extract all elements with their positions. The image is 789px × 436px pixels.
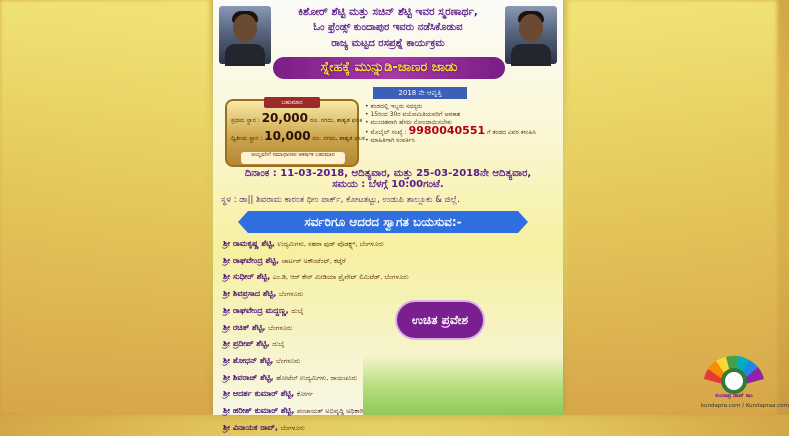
event-banner: ಸ್ನೇಹಕ್ಕೆ ಮುನ್ನುಡಿ-ಜಾಣರ ಜಾಡು [273, 57, 505, 79]
edition-tag: 2018 ನೇ ಆವೃತ್ತಿ [373, 87, 467, 99]
prize-row-second: ದ್ವಿತೀಯ ಸ್ಥಾನ : 10,000 ರೂ. ನಗದು, ಶಾಶ್ವತ ಫಲಕ [231, 129, 365, 143]
guest-row: ಶ್ರೀ ರಾಘವೇಂದ್ರ ಮದ್ದಣ್ಣ, ದುಬೈ [223, 305, 304, 315]
guest-row: ಶ್ರೀ ಶಿವರಾಜ್ ಶೆಟ್ಟಿ, ಹೋಟೆಲ್ ಉದ್ಯಮಿಗಳು, ರಾಯಚೂರು [223, 372, 358, 382]
guest-row: ಶ್ರೀ ವಿನಾಯಕ ರಾವ್, ಬೆಂಗಳೂರು [223, 422, 305, 432]
kundapra-logo [701, 341, 789, 413]
rule-item-phone: • ಮೊಬೈಲ್ ಸಂಖ್ಯೆ : 9980040551 ಗೆ ತಂಡದ ವಿವರ ಕಳುಹಿಸಿ [365, 124, 536, 137]
rules-list [365, 103, 555, 145]
event-venue: ಸ್ಥಳ : ಡಾ|| ಶಿವರಾಮ ಕಾರಂತ ಥೀಂ ಪಾರ್ಕ್, ಕೋಟತಟ್ಟು, ಉಡುಪಿ ತಾಲ್ಲೂಕು & ಜಿಲ್ಲೆ. [221, 195, 460, 205]
prize-row-first: ಪ್ರಥಮ ಸ್ಥಾನ : 20,000 ರೂ. ನಗದು, ಶಾಶ್ವತ ಫಲಕ [231, 111, 363, 125]
date-time-block [213, 168, 563, 190]
logo-label: ಕುಂದಾಪ್ರ ಡಾಟ್ ಕಾಂ [715, 393, 753, 399]
guest-row: ಶ್ರೀ ರಚಿತ್ ಶೆಟ್ಟಿ, ಬೆಂಗಳೂರು [223, 322, 293, 332]
guest-row: ಶ್ರೀ ಸುಧೀರ್ ಶೆಟ್ಟಿ, ಎಂ.ಡಿ, ಆರ್ ಕೇರ್ ಮೀಡಿಯಾ ಪ್ರೈವೇಟ್ ಲಿಮಿಟೆಡ್, ಬೆಂಗಳೂರು [223, 272, 409, 282]
title-line-1: ಕಿಶೋರ್ ಶೆಟ್ಟಿ ಮತ್ತು ಸಚಿನ್ ಶೆಟ್ಟಿ ಇವರ ಸ್ಮರಣಾರ್ಥ, [298, 6, 478, 18]
prize-box [225, 99, 365, 167]
welcome-banner: ಸರ್ವರಿಗೂ ಆದರದ ಸ್ವಾಗತ ಬಯಸುವ:- [248, 211, 518, 233]
guest-row: ಶ್ರೀ ರಾಮಕೃಷ್ಣ ಶೆಟ್ಟಿ, ಉದ್ಯಮಿಗಳು, ಸಹರಾ ಫುಡ್ ಪೊಡಕ್ಟ್ಸ್, ಬೆಂಗಳೂರು [223, 239, 384, 248]
prize-note: ಆಯ್ದವರಿಗೆ ಸಮಾಧಾನಕರ ಆಕರ್ಷಕ ಬಹುಮಾನ [241, 152, 345, 164]
event-date: ದಿನಾಂಕ : 11-03-2018, ಆದಿತ್ಯವಾರ, ಮತ್ತು 25-03-2018ನೇ ಆದಿತ್ಯವಾರ, [244, 168, 532, 179]
free-entry-badge: ಉಚಿತ ಪ್ರವೇಶ [397, 302, 483, 338]
phone-number: 9980040551 [408, 124, 486, 137]
prize-heading: ಬಹುಮಾನ [264, 97, 320, 108]
guest-row: ಶ್ರೀ ಶಿವಪ್ರಸಾದ ಶೆಟ್ಟಿ, ಬೆಂಗಳೂರು [223, 289, 304, 299]
logo-url: kundapra.com / Kundapraa.com [701, 403, 789, 409]
guest-row: ಶ್ರೀ ಹರೀಶ್ ಕುಮಾರ್ ಶೆಟ್ಟಿ, ಪಂಚಾಯತ್ ಅಭಿವೃದ್ಧಿ ಅಧಿಕಾರಿ [223, 406, 364, 416]
guest-row: ಶ್ರೀ ರಾಘವೇಂದ್ರ ಶೆಟ್ಟಿ, ಚಾರ್ಟರ್ ಅಕೌಂಟೆಂಟ್, ಕಟ್ಕೆರೆ [223, 255, 346, 265]
event-poster [213, 0, 563, 432]
rule-item: • ಮುಂಚಿತವಾಗಿ ಹೆಸರು ನೋಂದಾಯಿಸಬೇಕು [365, 119, 452, 126]
title-line-3: ರಾಜ್ಯ ಮಟ್ಟದ ರಸಪ್ರಶ್ನೆ ಕಾರ್ಯಕ್ರಮ [331, 38, 445, 49]
rule-item: • 15ರಿಂದ 30ರ ವಯೋಮಿತಿಯವರಿಗೆ ಅವಕಾಶ [365, 111, 461, 118]
event-time: ಸಮಯ : ಬೆಳಗ್ಗೆ 10:00ಗಂಟೆ. [332, 179, 444, 190]
rule-item: • ತಂಡದಲ್ಲಿ ಇಬ್ಬರು ಸದಸ್ಯರು [365, 103, 423, 110]
title-line-2: ಓಂ ಫ್ರೆಂಡ್ಸ್ ಕುಂದಾಪುರ ಇವರು ನಡೆಸಿಕೊಡುವ [313, 22, 463, 33]
sunburst-logo-icon [701, 341, 767, 393]
guest-row: ಶ್ರೀ ಆದರ್ಶ ಕುಮಾರ್ ಶೆಟ್ಟಿ, ಕೋರ್ಗ [223, 389, 313, 399]
guest-row: ಶ್ರೀ ಪ್ರದೀಪ್ ಶೆಟ್ಟಿ, ದುಬೈ [223, 339, 285, 349]
guest-row: ಶ್ರೀ ಶೋಧನ್ ಶೆಟ್ಟಿ, ಬೆಂಗಳೂರು [223, 355, 301, 365]
background-blur-left [0, 0, 210, 415]
rule-item: • ಮಾಹಿತಿಗಾಗಿ ಸಂಪರ್ಕಿಸಿ [365, 137, 415, 144]
guest-list [223, 236, 409, 436]
